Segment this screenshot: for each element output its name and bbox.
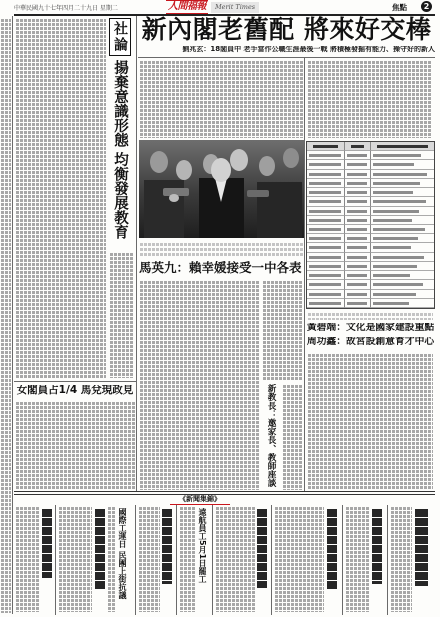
brief-body bbox=[345, 506, 370, 612]
table-cell bbox=[307, 290, 345, 299]
table-cell bbox=[371, 197, 434, 206]
cell-text bbox=[347, 182, 367, 185]
table-cell bbox=[371, 160, 434, 169]
table-cell bbox=[371, 225, 434, 234]
brief-body bbox=[215, 506, 255, 612]
cell-text bbox=[347, 200, 367, 203]
cell-text bbox=[309, 163, 341, 166]
table-cell bbox=[307, 271, 345, 280]
cell-text bbox=[309, 256, 341, 259]
brief-divider bbox=[176, 505, 177, 615]
cell-text bbox=[347, 293, 367, 296]
table-cell bbox=[371, 207, 434, 216]
masthead-english: Merit Times bbox=[211, 2, 259, 13]
brief-body bbox=[58, 506, 92, 612]
cell-text bbox=[373, 200, 426, 203]
lead-headline[interactable]: 新內閣老舊配 將來好交棒 bbox=[141, 15, 432, 44]
table-cell bbox=[371, 280, 434, 289]
table-cell bbox=[307, 197, 345, 206]
cell-text bbox=[309, 182, 341, 185]
table-cell bbox=[307, 243, 345, 252]
table-cell bbox=[307, 234, 345, 243]
brief-body bbox=[179, 506, 195, 612]
table-cell bbox=[345, 151, 371, 160]
cell-text bbox=[309, 293, 341, 296]
palace-museum-headline[interactable]: 周功鑫：故宮設創意育才中心 bbox=[306, 337, 435, 347]
cell-text bbox=[347, 163, 367, 166]
cell-text bbox=[347, 191, 367, 194]
cell-text bbox=[373, 246, 411, 249]
column-divider bbox=[136, 16, 137, 491]
brief-divider bbox=[271, 505, 272, 615]
women-ministers-body bbox=[15, 401, 135, 489]
women-ministers-headline[interactable]: 女閣員占1/4 馬兌現政見 bbox=[16, 385, 134, 396]
cell-text bbox=[309, 173, 341, 176]
cell-text bbox=[373, 182, 420, 185]
table-cell bbox=[371, 243, 434, 252]
photo-caption bbox=[139, 241, 304, 258]
table-cell bbox=[307, 160, 345, 169]
briefs-title: 《新聞集錦》 bbox=[170, 495, 230, 505]
brief-divider bbox=[342, 505, 343, 615]
table-cell bbox=[307, 280, 345, 289]
cell-text bbox=[309, 237, 341, 240]
brief-body bbox=[15, 506, 40, 612]
margin-text bbox=[0, 18, 11, 613]
ma-body bbox=[262, 280, 302, 380]
cell-text bbox=[347, 154, 367, 157]
table-cell bbox=[345, 290, 371, 299]
margin-divider bbox=[12, 16, 13, 614]
cell-text bbox=[347, 219, 367, 222]
section-name: 焦點 bbox=[392, 3, 407, 12]
table-cell bbox=[307, 225, 345, 234]
brief-body bbox=[390, 506, 412, 612]
cell-text bbox=[309, 265, 341, 268]
brief-divider bbox=[135, 505, 136, 615]
table-cell bbox=[345, 299, 371, 308]
far-eastern-strike-headline[interactable]: 遠航員工5月1日罷工 bbox=[198, 508, 207, 584]
table-cell bbox=[345, 197, 371, 206]
cell-text bbox=[373, 210, 419, 213]
cell-text bbox=[373, 283, 423, 286]
table-cell bbox=[345, 160, 371, 169]
cell-text bbox=[373, 163, 414, 166]
cell-text bbox=[309, 154, 341, 157]
brief-divider bbox=[387, 505, 388, 615]
brief-headline[interactable] bbox=[162, 508, 172, 584]
table-cell bbox=[345, 243, 371, 252]
brief-divider bbox=[212, 505, 213, 615]
table-cell bbox=[371, 234, 434, 243]
cell-text bbox=[373, 265, 417, 268]
table-cell bbox=[307, 188, 345, 197]
education-body bbox=[282, 384, 302, 490]
cell-text bbox=[347, 228, 367, 231]
lead-body bbox=[307, 60, 432, 138]
table-cell bbox=[345, 280, 371, 289]
brief-body bbox=[138, 506, 160, 612]
table-cell bbox=[307, 253, 345, 262]
cell-text bbox=[373, 293, 416, 296]
cell-text bbox=[309, 210, 341, 213]
table-cell bbox=[345, 207, 371, 216]
lead-subheadline: 劉兆玄：18閣員中 老手當作公職生涯最後一戰 將積極發掘有能力、操守好的新人 bbox=[182, 46, 435, 53]
table-cell bbox=[371, 299, 434, 308]
cell-text bbox=[309, 200, 341, 203]
cell-text bbox=[347, 210, 367, 213]
table-cell bbox=[345, 262, 371, 271]
table-cell bbox=[345, 225, 371, 234]
table-cell bbox=[307, 262, 345, 271]
page-number: 2 bbox=[421, 1, 432, 12]
table-cell bbox=[371, 253, 434, 262]
cell-text bbox=[347, 173, 367, 176]
photo-image bbox=[139, 140, 304, 238]
ma-headline[interactable]: 馬英九：賴幸媛接受一中各表 bbox=[139, 261, 302, 275]
editorial-body bbox=[15, 18, 106, 378]
table-cell bbox=[371, 188, 434, 197]
culture-headline[interactable]: 黃碧端：文化是國家建設重點 bbox=[306, 323, 435, 333]
brief-headline[interactable] bbox=[257, 508, 267, 588]
education-headline[interactable]: 新教長：邀家長、教師座談 bbox=[266, 384, 276, 488]
brief-body bbox=[107, 506, 115, 612]
table-cell bbox=[307, 299, 345, 308]
table-cell bbox=[307, 179, 345, 188]
cell-text bbox=[347, 237, 367, 240]
editorial-title[interactable]: 揚棄意識形態 均衡發展教育 bbox=[112, 60, 128, 240]
table-cell bbox=[371, 262, 434, 271]
labor-day-headline[interactable]: 國際工運日 民團上街抗議 bbox=[118, 508, 127, 599]
table-cell bbox=[307, 207, 345, 216]
cabinet-table bbox=[306, 141, 435, 309]
cell-text bbox=[309, 302, 341, 305]
editorial-label: 社論 bbox=[109, 18, 131, 56]
table-cell bbox=[371, 290, 434, 299]
cell-text bbox=[373, 274, 410, 277]
table-cell bbox=[345, 234, 371, 243]
brief-body bbox=[274, 506, 324, 612]
brief-headline[interactable] bbox=[95, 508, 105, 590]
cell-text bbox=[309, 246, 341, 249]
table-cell bbox=[371, 271, 434, 280]
table-cell bbox=[345, 188, 371, 197]
lead-body bbox=[139, 60, 303, 138]
cell-text bbox=[309, 283, 341, 286]
masthead-name: 人間福報 bbox=[168, 1, 206, 12]
cell-text bbox=[377, 145, 428, 148]
masthead[interactable] bbox=[166, 1, 270, 13]
ma-body bbox=[139, 280, 260, 490]
table-header-cell bbox=[345, 142, 371, 151]
column-rule bbox=[14, 381, 136, 382]
cell-text bbox=[313, 145, 338, 148]
table-cell bbox=[345, 216, 371, 225]
table-cell bbox=[307, 216, 345, 225]
cell-text bbox=[373, 191, 413, 194]
news-photo[interactable] bbox=[139, 140, 304, 238]
table-cell bbox=[371, 170, 434, 179]
brief-headline[interactable] bbox=[415, 508, 428, 586]
brief-headline[interactable] bbox=[372, 508, 382, 584]
issue-date: 中華民國九十七年四月二十九日 星期二 bbox=[14, 5, 118, 12]
cell-text bbox=[347, 265, 367, 268]
brief-headline[interactable] bbox=[327, 508, 337, 590]
cell-text bbox=[309, 274, 341, 277]
column-divider bbox=[304, 58, 305, 491]
cell-text bbox=[347, 274, 367, 277]
table-header-cell bbox=[371, 142, 434, 151]
cell-text bbox=[347, 283, 367, 286]
table-cell bbox=[345, 271, 371, 280]
cell-text bbox=[347, 246, 367, 249]
brief-headline[interactable] bbox=[42, 508, 52, 578]
editorial-body bbox=[109, 252, 133, 378]
table-cell bbox=[345, 253, 371, 262]
cell-text bbox=[373, 302, 409, 305]
table-cell bbox=[307, 151, 345, 160]
table-cell bbox=[345, 170, 371, 179]
cell-text bbox=[373, 219, 412, 222]
table-cell bbox=[307, 170, 345, 179]
cell-text bbox=[351, 145, 364, 148]
cell-text bbox=[347, 256, 367, 259]
brief-divider bbox=[55, 505, 56, 615]
table-note bbox=[307, 311, 433, 320]
table-cell bbox=[345, 179, 371, 188]
lead-rule bbox=[138, 57, 435, 58]
culture-body bbox=[307, 353, 433, 490]
cell-text bbox=[373, 173, 427, 176]
cell-text bbox=[309, 219, 341, 222]
cell-text bbox=[373, 237, 418, 240]
cell-text bbox=[309, 191, 341, 194]
table-cell bbox=[371, 216, 434, 225]
cell-text bbox=[309, 228, 341, 231]
table-cell bbox=[371, 151, 434, 160]
cell-text bbox=[373, 154, 421, 157]
table-cell bbox=[371, 179, 434, 188]
cell-text bbox=[373, 256, 424, 259]
cell-text bbox=[373, 228, 425, 231]
cell-text bbox=[347, 302, 367, 305]
table-header-cell bbox=[307, 142, 345, 151]
